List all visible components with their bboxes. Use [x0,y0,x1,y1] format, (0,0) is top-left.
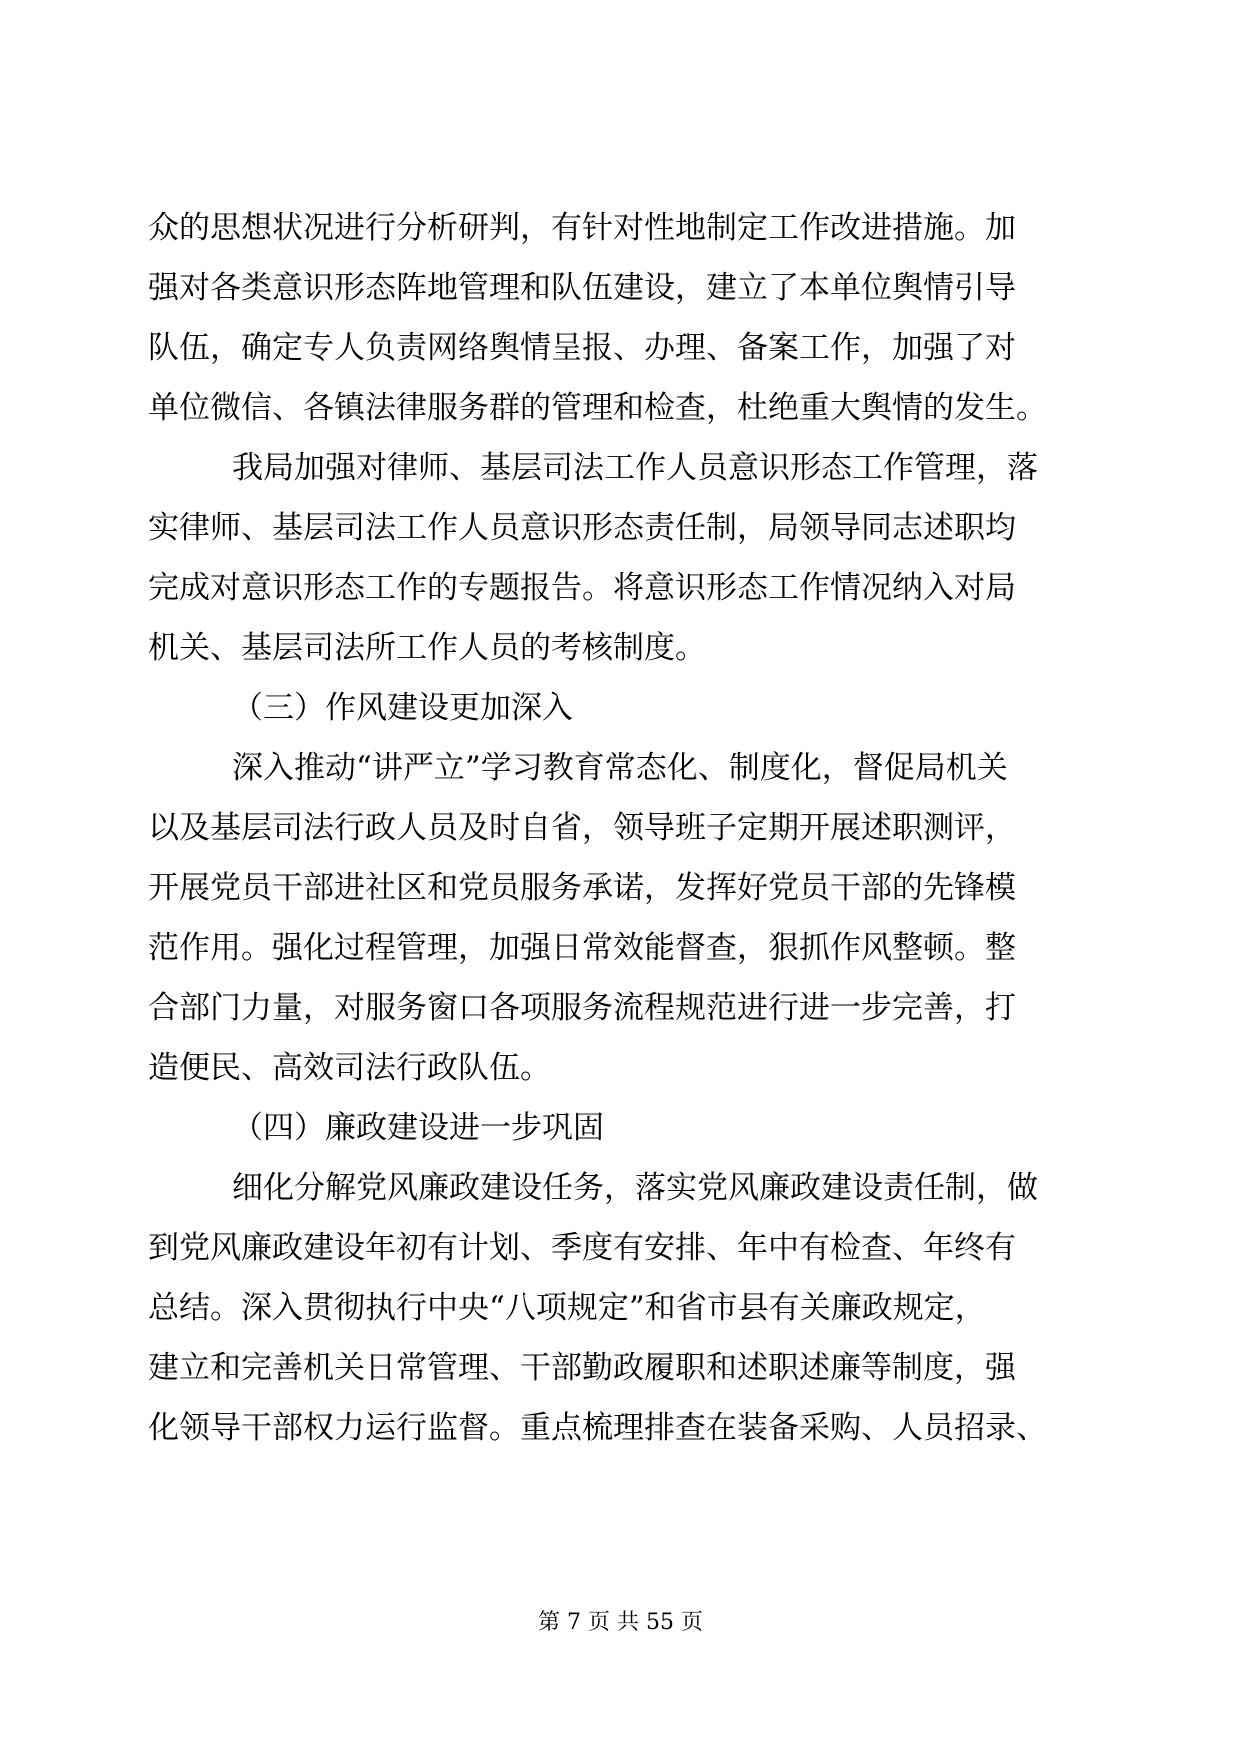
body-line-3: 队伍，确定专人负责网络舆情呈报、办理、备案工作，加强了对 [148,330,1016,366]
body-line-13: 范作用。强化过程管理，加强日常效能督查，狠抓作风整顿。整 [148,930,1016,966]
body-line-6: 实律师、基层司法工作人员意识形态责任制，局领导同志述职均 [148,510,1016,546]
body-line-14: 合部门力量，对服务窗口各项服务流程规范进行进一步完善，打 [148,990,1016,1026]
paragraph-line-3: 细化分解党风廉政建设任务，落实党风廉政建设责任制，做 [232,1170,1038,1206]
paragraph-line-2: 深入推动“讲严立”学习教育常态化、制度化，督促局机关 [232,750,1008,786]
body-line-11: 以及基层司法行政人员及时自省，领导班子定期开展述职测评， [148,810,1016,846]
section-heading-4: （四）廉政建设进一步巩固 [232,1110,604,1146]
section-heading-3: （三）作风建设更加深入 [232,690,573,726]
body-line-1: 众的思想状况进行分析研判，有针对性地制定工作改进措施。加 [148,210,1016,246]
body-line-21: 化领导干部权力运行监督。重点梳理排查在装备采购、人员招录、 [148,1410,1047,1446]
body-line-12: 开展党员干部进社区和党员服务承诺，发挥好党员干部的先锋模 [148,870,1016,906]
body-line-20: 建立和完善机关日常管理、干部勤政履职和述职述廉等制度，强 [148,1350,1016,1386]
body-line-8: 机关、基层司法所工作人员的考核制度。 [148,630,706,666]
body-line-2: 强对各类意识形态阵地管理和队伍建设，建立了本单位舆情引导 [148,270,1016,306]
paragraph-line-1: 我局加强对律师、基层司法工作人员意识形态工作管理，落 [232,450,1038,486]
page-number-footer: 第 7 页 共 55 页 [538,1610,703,1635]
body-line-4: 单位微信、各镇法律服务群的管理和检查，杜绝重大舆情的发生。 [148,390,1047,426]
body-line-7: 完成对意识形态工作的专题报告。将意识形态工作情况纳入对局 [148,570,1016,606]
body-line-15: 造便民、高效司法行政队伍。 [148,1050,551,1086]
body-line-18: 到党风廉政建设年初有计划、季度有安排、年中有检查、年终有 [148,1230,1016,1266]
body-line-19: 总结。深入贯彻执行中央“八项规定”和省市县有关廉政规定， [148,1290,986,1326]
